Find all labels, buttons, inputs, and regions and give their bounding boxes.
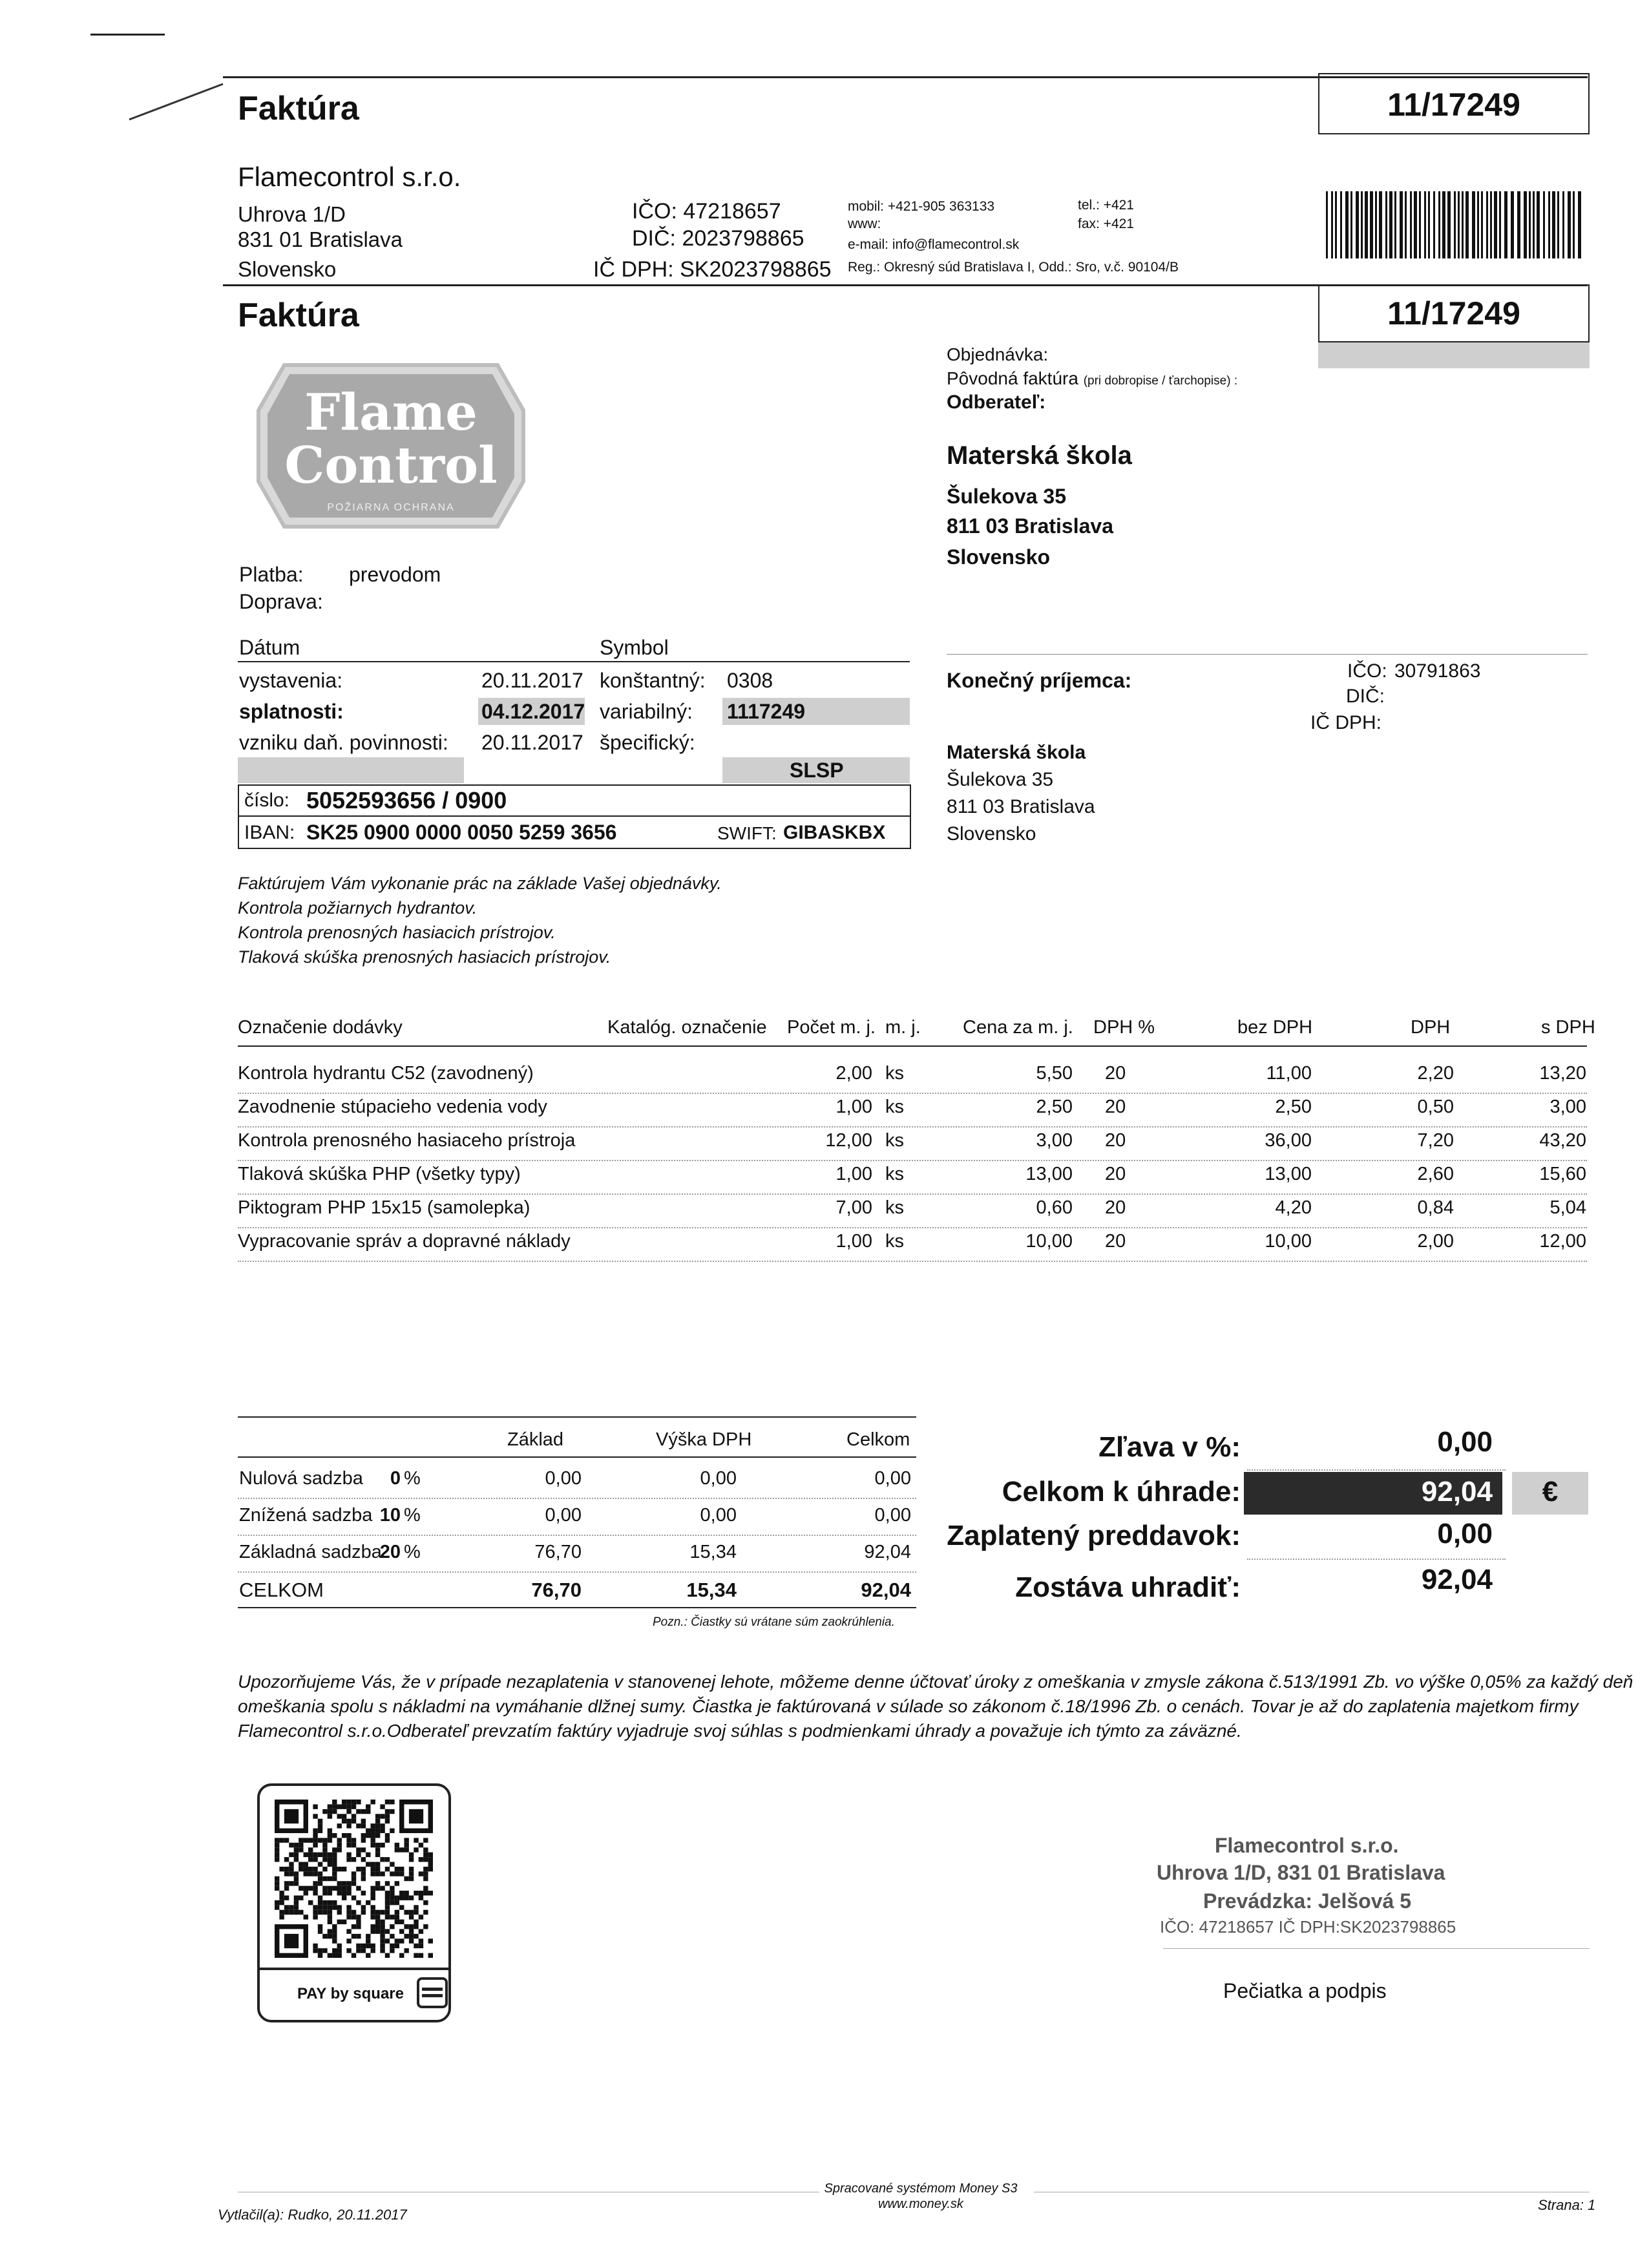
col-header-qty: Počet m. j. bbox=[787, 1017, 876, 1038]
col-header-base: bez DPH bbox=[1237, 1017, 1313, 1038]
vat-col-amount: Výška DPH bbox=[656, 1429, 752, 1450]
notice-line: Flamecontrol s.r.o.Odberateľ prevzatím faktúry vyjadruje svoj súhlas s podmienkami úhrady a považuje ich týmto za záväzné. bbox=[238, 1721, 1242, 1741]
original-invoice-label bbox=[947, 368, 1237, 389]
bank-account-divider bbox=[238, 815, 911, 817]
supplier-mobil: mobil: +421-905 363133 bbox=[848, 199, 995, 214]
recipient-icdph-label: IČ DPH: bbox=[1310, 712, 1382, 733]
vat-rate: 0 bbox=[390, 1468, 401, 1489]
due-date-label: splatnosti: bbox=[239, 700, 344, 723]
order-number-field bbox=[1318, 342, 1590, 368]
item-name: Zavodnenie stúpacieho vedenia vody bbox=[238, 1097, 547, 1117]
swift: GIBASKBX bbox=[783, 822, 886, 843]
amount-due: 92,04 bbox=[1421, 1476, 1493, 1507]
vat-col-total: Celkom bbox=[846, 1429, 910, 1450]
recipient-dic-label: DIČ: bbox=[1346, 686, 1385, 707]
tax-date: 20.11.2017 bbox=[481, 731, 583, 754]
item-total: 3,00 bbox=[1549, 1097, 1586, 1117]
col-header-price: Cena za m. j. bbox=[963, 1017, 1073, 1038]
item-price: 0,60 bbox=[1036, 1197, 1073, 1218]
item-price: 10,00 bbox=[1025, 1231, 1073, 1252]
original-invoice-text: Pôvodná faktúra bbox=[947, 368, 1078, 388]
payment-value: prevodom bbox=[349, 563, 441, 586]
row-divider bbox=[238, 1571, 916, 1573]
company-logo bbox=[252, 352, 530, 540]
row-divider bbox=[238, 1498, 916, 1499]
supplier-email: e-mail: info@flamecontrol.sk bbox=[848, 237, 1020, 252]
row-divider bbox=[238, 1227, 1587, 1228]
item-unit: ks bbox=[885, 1097, 904, 1117]
constant-symbol: 0308 bbox=[727, 669, 773, 692]
row-divider bbox=[238, 1261, 1587, 1262]
vat-rate-percent: % bbox=[404, 1468, 421, 1489]
item-name: Piktogram PHP 15x15 (samolepka) bbox=[238, 1197, 530, 1218]
item-qty: 2,00 bbox=[835, 1063, 872, 1084]
vat-rate-label: Nulová sadzba bbox=[239, 1468, 363, 1489]
tax-date-label: vzniku daň. povinnosti: bbox=[239, 731, 448, 754]
order-label: Objednávka: bbox=[947, 344, 1049, 364]
iban: SK25 0900 0000 0050 5259 3656 bbox=[306, 821, 617, 844]
item-base: 36,00 bbox=[1265, 1130, 1312, 1151]
vat-base: 0,00 bbox=[545, 1468, 582, 1489]
vat-total-base: 76,70 bbox=[531, 1579, 582, 1601]
vat-rate-percent: % bbox=[404, 1505, 421, 1526]
account-number-label: číslo: bbox=[244, 790, 290, 811]
item-base: 10,00 bbox=[1265, 1231, 1312, 1252]
item-price: 5,50 bbox=[1036, 1063, 1073, 1084]
item-price: 13,00 bbox=[1025, 1164, 1073, 1184]
supplier-reg: Reg.: Okresný súd Bratislava I, Odd.: Sro, v.č. 90104/B bbox=[848, 260, 1179, 275]
iban-label: IBAN: bbox=[244, 822, 295, 843]
invoice-number: 11/17249 bbox=[1387, 87, 1520, 123]
item-vat: 0,84 bbox=[1417, 1197, 1454, 1218]
supplier-www: www: bbox=[848, 216, 881, 231]
vat-sum: 0,00 bbox=[874, 1468, 911, 1489]
barcode bbox=[1326, 191, 1584, 258]
due-date: 04.12.2017 bbox=[481, 700, 585, 723]
symbol-header: Symbol bbox=[600, 636, 669, 659]
item-base: 13,00 bbox=[1265, 1164, 1312, 1184]
delivery-label: Doprava: bbox=[239, 590, 323, 613]
item-total: 5,04 bbox=[1549, 1197, 1586, 1218]
vat-total-label: CELKOM bbox=[239, 1579, 324, 1601]
vat-sum: 92,04 bbox=[864, 1542, 911, 1562]
stamp-line: IČO: 47218657 IČ DPH:SK2023798865 bbox=[1160, 1917, 1456, 1937]
recipient-ico: 30791863 bbox=[1394, 660, 1481, 682]
qr-label: PAY by square bbox=[297, 1985, 404, 2002]
row-divider bbox=[238, 1160, 1587, 1161]
customer-country: Slovensko bbox=[947, 545, 1051, 569]
item-unit: ks bbox=[885, 1063, 904, 1084]
notice-line: omeškania spolu s nákladmi na vymáhanie dlžnej sumy. Čiastka je faktúrovaná v súlade so zákonom č.18/1996 Zb. o cenách. Tovar je až do zaplatenia majetkom firmy bbox=[238, 1696, 1579, 1716]
signature-rule bbox=[1163, 1948, 1590, 1949]
vat-rate-label: Znížená sadzba bbox=[239, 1505, 373, 1526]
item-vat: 0,50 bbox=[1417, 1097, 1454, 1117]
invoice-number-box bbox=[1318, 73, 1590, 134]
supplier-city: 831 01 Bratislava bbox=[238, 227, 403, 251]
item-qty: 1,00 bbox=[835, 1097, 872, 1117]
item-vat-pct: 20 bbox=[1105, 1231, 1126, 1252]
supplier-tel: tel.: +421 bbox=[1078, 198, 1134, 213]
vat-amount: 0,00 bbox=[700, 1505, 737, 1526]
vat-col-base: Základ bbox=[507, 1429, 564, 1450]
supplier-name: Flamecontrol s.r.o. bbox=[238, 162, 461, 192]
recipient-city: 811 03 Bratislava bbox=[947, 796, 1095, 817]
vat-rate: 10 bbox=[379, 1505, 401, 1526]
col-header-catalog: Katalóg. označenie bbox=[607, 1017, 767, 1038]
item-name: Kontrola hydrantu C52 (zavodnený) bbox=[238, 1063, 534, 1084]
constant-symbol-label: konštantný: bbox=[600, 669, 706, 692]
vat-amount: 0,00 bbox=[700, 1468, 737, 1489]
discount-label: Zľava v %: bbox=[1098, 1431, 1241, 1463]
item-vat-pct: 20 bbox=[1105, 1063, 1126, 1084]
row-divider bbox=[238, 1535, 916, 1536]
row-divider bbox=[238, 1126, 1587, 1128]
supplier-fax: fax: +421 bbox=[1078, 216, 1134, 231]
item-vat: 2,00 bbox=[1417, 1231, 1454, 1252]
vat-summary-rule bbox=[238, 1416, 916, 1418]
item-total: 15,60 bbox=[1539, 1164, 1586, 1184]
col-header-unit: m. j. bbox=[885, 1017, 921, 1038]
supplier-street: Uhrova 1/D bbox=[238, 202, 346, 226]
intro-line: Kontrola prenosných hasiacich prístrojov. bbox=[238, 923, 556, 942]
stamp-caption: Pečiatka a podpis bbox=[1223, 1979, 1387, 2002]
vat-total-amount: 15,34 bbox=[686, 1579, 737, 1601]
variable-symbol: 1117249 bbox=[727, 700, 806, 723]
customer-street: Šulekova 35 bbox=[947, 485, 1066, 508]
logo-line2: Control bbox=[284, 436, 498, 495]
intro-line: Tlaková skúška prenosných hasiacich prístrojov. bbox=[238, 947, 611, 967]
supplier-icdph: IČ DPH: SK2023798865 bbox=[593, 257, 832, 282]
customer-label: Odberateľ: bbox=[947, 392, 1046, 413]
supplier-country: Slovensko bbox=[238, 257, 337, 281]
item-vat-pct: 20 bbox=[1105, 1164, 1126, 1184]
item-unit: ks bbox=[885, 1130, 904, 1151]
prepayment-rule bbox=[1247, 1559, 1506, 1560]
logo-line1: Flame bbox=[304, 383, 478, 442]
vat-base: 0,00 bbox=[545, 1505, 582, 1526]
col-header-vat-pct: DPH % bbox=[1093, 1017, 1155, 1038]
remaining-label: Zostáva uhradiť: bbox=[1015, 1571, 1241, 1603]
recipient-name: Materská škola bbox=[947, 742, 1086, 763]
card-icon bbox=[417, 1977, 448, 2008]
final-recipient-label: Konečný príjemca: bbox=[947, 669, 1132, 692]
vat-sum: 0,00 bbox=[874, 1505, 911, 1526]
row-divider bbox=[238, 1093, 1587, 1094]
recipient-country: Slovensko bbox=[947, 823, 1036, 845]
vat-rate-label: Základná sadzba bbox=[239, 1542, 382, 1562]
document-title: Faktúra bbox=[238, 297, 359, 334]
item-unit: ks bbox=[885, 1164, 904, 1184]
item-unit: ks bbox=[885, 1197, 904, 1218]
specific-symbol-label: špecifický: bbox=[600, 731, 695, 754]
bank-name: SLSP bbox=[790, 759, 844, 782]
item-name: Vypracovanie správ a dopravné náklady bbox=[238, 1231, 571, 1252]
intro-line: Faktúrujem Vám vykonanie prác na základe Vašej objednávky. bbox=[238, 874, 722, 893]
stamp-line: Uhrova 1/D, 831 01 Bratislava bbox=[1157, 1861, 1445, 1884]
item-qty: 1,00 bbox=[835, 1231, 872, 1252]
footer-printed: Vytlačil(a): Rudko, 20.11.2017 bbox=[218, 2207, 407, 2223]
qr-divider bbox=[258, 1968, 450, 1970]
currency: € bbox=[1542, 1476, 1559, 1507]
item-price: 2,50 bbox=[1036, 1097, 1073, 1117]
items-header-rule bbox=[238, 1045, 1587, 1047]
account-number: 5052593656 / 0900 bbox=[306, 787, 507, 814]
vat-rate: 20 bbox=[379, 1542, 401, 1562]
payment-label: Platba: bbox=[239, 563, 304, 586]
footer-system: Spracované systémom Money S3 bbox=[824, 2181, 1018, 2196]
notice-line: Upozorňujeme Vás, že v prípade nezaplatenia v stanovenej lehote, môžeme denne účtovať úroky z omeškania v zmysle zákona č.513/1991 Zb. vo výške 0,05% za každý deň bbox=[238, 1672, 1633, 1692]
recipient-ico-label: IČO: bbox=[1347, 660, 1387, 682]
item-base: 4,20 bbox=[1275, 1197, 1312, 1218]
item-qty: 1,00 bbox=[835, 1164, 872, 1184]
col-header-name: Označenie dodávky bbox=[238, 1017, 403, 1038]
invoice-number-box-2 bbox=[1318, 284, 1590, 342]
discount-value: 0,00 bbox=[1437, 1426, 1493, 1458]
item-total: 13,20 bbox=[1539, 1063, 1586, 1084]
footer-page: Strana: 1 bbox=[1538, 2197, 1596, 2213]
dates-rule bbox=[238, 661, 910, 662]
vat-total-rule bbox=[238, 1607, 916, 1608]
item-total: 12,00 bbox=[1539, 1231, 1586, 1252]
vat-note: Pozn.: Čiastky sú vrátane súm zaokrúhlenia. bbox=[653, 1615, 895, 1629]
prepayment-label: Zaplatený preddavok: bbox=[947, 1520, 1241, 1551]
supplier-dic: DIČ: 2023798865 bbox=[632, 226, 804, 251]
prepayment-value: 0,00 bbox=[1437, 1518, 1493, 1549]
logo-subtitle: POŽIARNA OCHRANA bbox=[327, 502, 455, 513]
stamp-line: Prevádzka: Jelšová 5 bbox=[1203, 1889, 1411, 1913]
variable-symbol-label: variabilný: bbox=[600, 700, 693, 723]
remaining-value: 92,04 bbox=[1421, 1564, 1493, 1595]
qr-code bbox=[275, 1800, 433, 1958]
vat-amount: 15,34 bbox=[689, 1542, 737, 1562]
recipient-street: Šulekova 35 bbox=[947, 769, 1054, 790]
item-name: Kontrola prenosného hasiaceho prístroja bbox=[238, 1130, 576, 1151]
swift-label: SWIFT: bbox=[717, 823, 777, 843]
vat-header-rule bbox=[238, 1456, 916, 1458]
original-invoice-note: (pri dobropise / ťarchopise) : bbox=[1083, 374, 1238, 388]
item-vat-pct: 20 bbox=[1105, 1130, 1126, 1151]
item-price: 3,00 bbox=[1036, 1130, 1073, 1151]
pen-stroke bbox=[126, 71, 229, 123]
intro-line: Kontrola požiarnych hydrantov. bbox=[238, 898, 478, 918]
vat-rate-percent: % bbox=[404, 1542, 421, 1562]
item-vat: 7,20 bbox=[1417, 1130, 1454, 1151]
item-name: Tlaková skúška PHP (všetky typy) bbox=[238, 1164, 521, 1184]
item-unit: ks bbox=[885, 1231, 904, 1252]
item-total: 43,20 bbox=[1539, 1130, 1586, 1151]
amount-due-label: Celkom k úhrade: bbox=[1002, 1476, 1241, 1507]
vat-total-sum: 92,04 bbox=[861, 1579, 911, 1601]
col-header-vat: DPH bbox=[1411, 1017, 1451, 1038]
item-vat: 2,20 bbox=[1417, 1063, 1454, 1084]
page-title: Faktúra bbox=[238, 90, 359, 127]
supplier-ico: IČO: 47218657 bbox=[632, 199, 781, 224]
item-base: 2,50 bbox=[1275, 1097, 1312, 1117]
recipient-rule bbox=[947, 654, 1588, 655]
col-header-total: s DPH bbox=[1541, 1017, 1595, 1038]
issue-date-label: vystavenia: bbox=[239, 669, 343, 692]
vat-base: 76,70 bbox=[534, 1542, 582, 1562]
item-qty: 7,00 bbox=[835, 1197, 872, 1218]
date-header: Dátum bbox=[239, 636, 300, 659]
issue-date: 20.11.2017 bbox=[481, 669, 583, 692]
discount-rule bbox=[1247, 1469, 1506, 1471]
item-vat-pct: 20 bbox=[1105, 1197, 1126, 1218]
customer-city: 811 03 Bratislava bbox=[947, 514, 1113, 538]
invoice-number-2: 11/17249 bbox=[1387, 295, 1520, 331]
pen-mark bbox=[90, 34, 165, 36]
item-base: 11,00 bbox=[1266, 1063, 1312, 1084]
row-divider bbox=[238, 1193, 1587, 1195]
item-vat: 2,60 bbox=[1417, 1164, 1454, 1184]
item-qty: 12,00 bbox=[825, 1130, 872, 1151]
customer-name: Materská škola bbox=[947, 441, 1132, 470]
item-vat-pct: 20 bbox=[1105, 1097, 1126, 1117]
footer-system-url: www.money.sk bbox=[878, 2197, 963, 2211]
bank-name-field-left bbox=[238, 757, 464, 783]
stamp-line: Flamecontrol s.r.o. bbox=[1215, 1834, 1399, 1857]
